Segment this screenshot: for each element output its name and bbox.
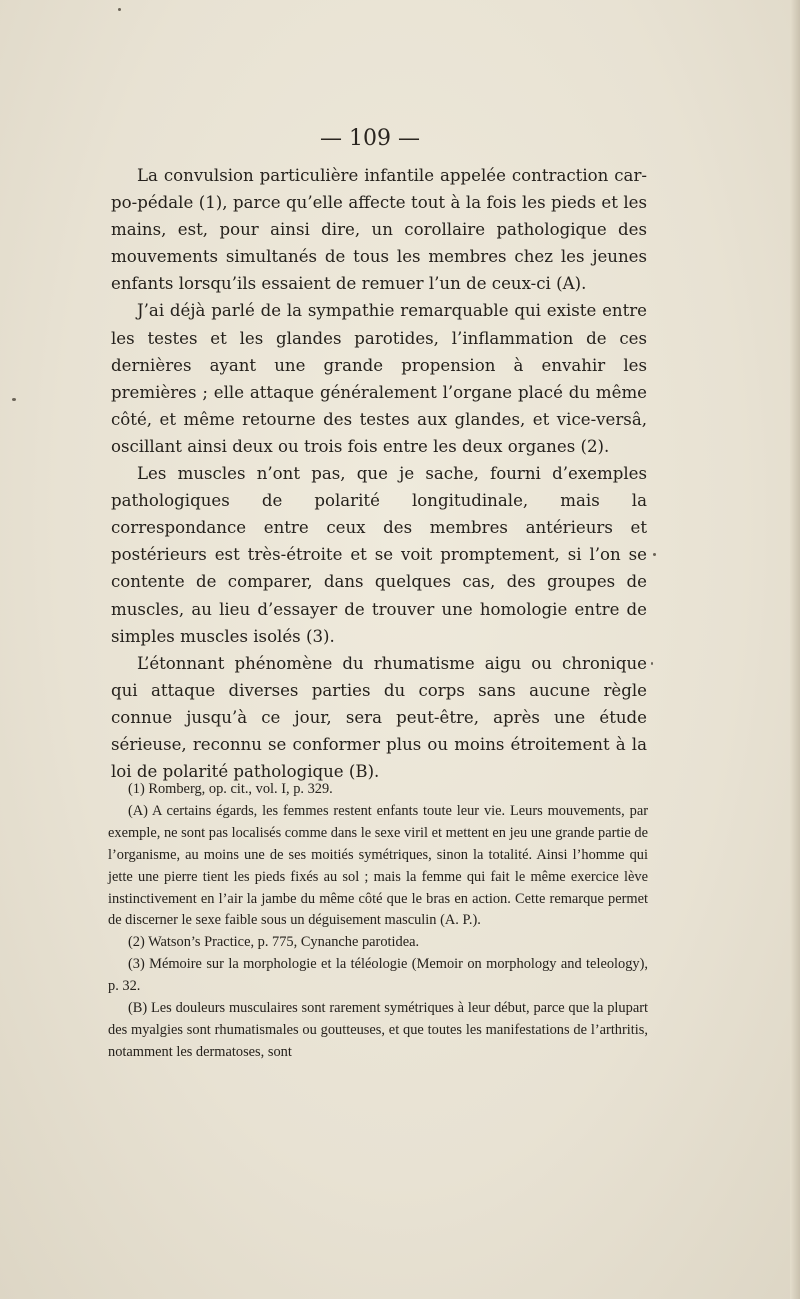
footnote-2: (2) Watson’s Practice, p. 775, Cynanche parotidea. (128, 934, 420, 951)
paper-speck (118, 8, 121, 11)
page-edge (790, 0, 800, 1299)
body-text (111, 162, 647, 785)
paragraph-muscles: Les muscles n’ont pas, que je sache, fourni d’exemples pathologiques de polarité longitudinale, mais la correspondance entre ceux des membres antérieurs et postérieurs est très-étroite et se voit promptement, si l’on se contente de comparer, dans quelques cas, des groupes de muscles, au lieu d’essayer de trouver une homologie entre de simples muscles isolés (3). (111, 464, 647, 646)
footnote-b: (B) Les douleurs musculaires sont rarement symétriques à leur début, parce que la plupart des myalgies sont rhumatismales ou goutteuses, et que toutes les manifestations de l’arthritis, notamment les dermatoses, sont (108, 1000, 648, 1060)
paragraph-sympathie: J’ai déjà parlé de la sympathie remarquable qui existe entre les testes et les glandes parotides, l’inflammation de ces dernières ayant une grande propension à envahir les premières ; elle attaque généralement l’organe placé du même côté, et même retourne des testes aux glandes, et vice-versâ, oscillant ainsi deux ou trois fois entre les deux organes (2). (111, 301, 647, 456)
footnote-3: (3) Mémoire sur la morphologie et la téléologie (Memoir on morphology and teleology), p. 32. (108, 956, 648, 995)
footnotes (108, 779, 648, 1064)
paragraph-convulsion: La convulsion particulière infantile appelée contraction carpo-pédale (1), parce qu’elle affecte tout à la fois les pieds et les mains, est, pour ainsi dire, un corollaire pathologique des mouvements simultanés de tous les membres chez les jeunes enfants lorsqu’ils essaient de remuer l’un de ceux-ci (A). (111, 166, 647, 294)
paper-speck (653, 553, 656, 556)
footnote-1: (1) Romberg, op. cit., vol. I, p. 329. (128, 781, 333, 797)
paragraph-rhumatisme: L’étonnant phénomène du rhumatisme aigu ou chronique qui attaque diverses parties du corps sans aucune règle connue jusqu’à ce jour, sera peut-être, après une étude sérieuse, reconnu se conformer plus ou moins étroitement à la loi de polarité pathologique (B). (111, 653, 647, 782)
page-number: — 109 — (320, 126, 420, 151)
paper-speck (651, 662, 653, 665)
footnote-a: (A) A certains égards, les femmes restent enfants toute leur vie. Leurs mouvements, par exemple, ne sont pas localisés comme dans le sexe viril et mettent en jeu une grande partie de l’organisme, au moins une de ses moitiés symétriques, sinon la totalité. Ainsi l’homme qui jette une pierre tient les pieds fixés au sol ; mais la femme qui fait le même exercice lève instinctivement en l’air la jambe du même côté que le bras en action. Cette remarque permet de discerner le sexe faible sous un déguisement masculin (A. P.). (108, 802, 648, 929)
paper-speck (12, 398, 16, 401)
